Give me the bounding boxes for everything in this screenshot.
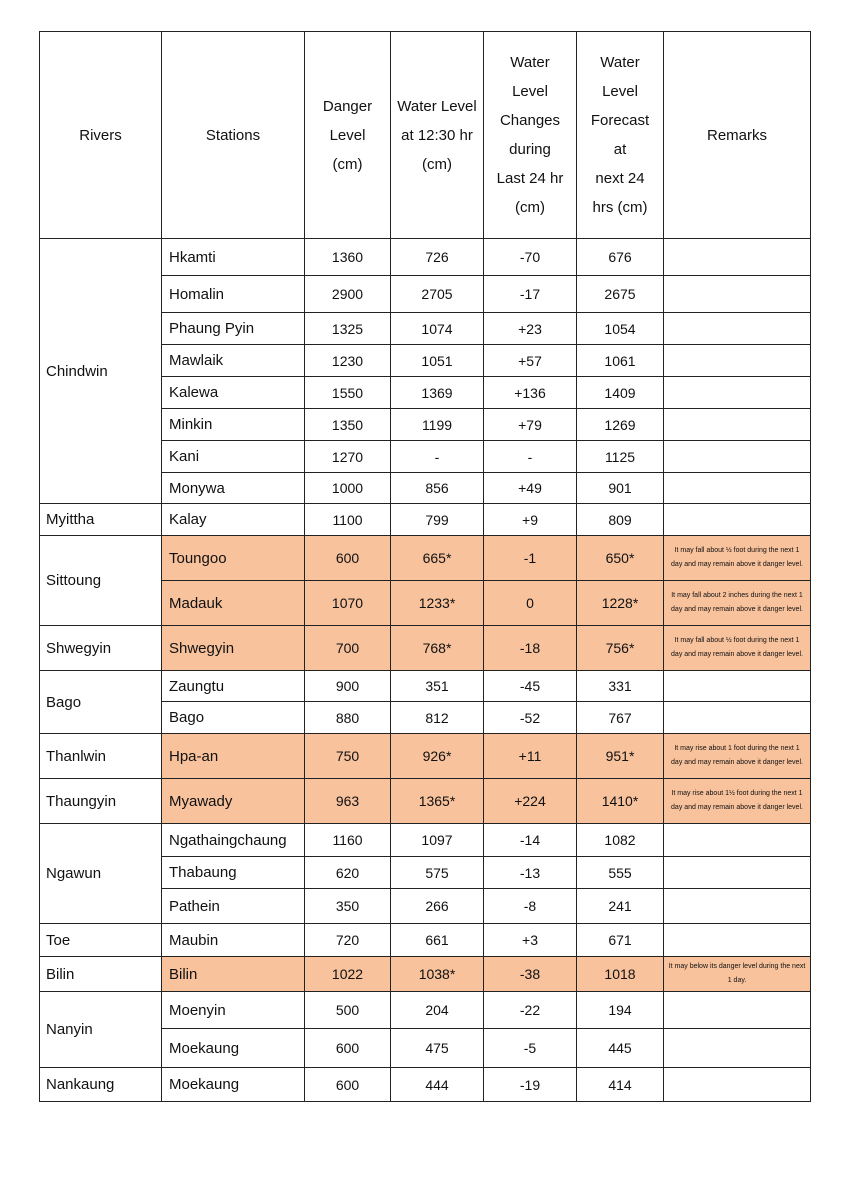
water-level-cell: 1365* xyxy=(391,779,484,824)
header-line: Water Level xyxy=(397,97,477,115)
river-name-cell: Toe xyxy=(40,924,162,957)
table-row xyxy=(40,924,811,957)
station-name-cell: Bilin xyxy=(162,957,305,992)
river-name-cell: Sittoung xyxy=(40,536,162,626)
station-name-cell: Kalay xyxy=(162,504,305,536)
danger-level-cell: 600 xyxy=(305,1029,391,1068)
remarks-cell: It may below its danger level during the next 1 day. xyxy=(664,957,811,992)
level-change-cell: -17 xyxy=(484,276,577,313)
table-row xyxy=(40,824,811,857)
level-change-cell: -8 xyxy=(484,889,577,924)
remarks-cell xyxy=(664,313,811,345)
station-name-cell: Thabaung xyxy=(162,857,305,889)
forecast-cell: 951* xyxy=(577,734,664,779)
remarks-cell xyxy=(664,824,811,857)
remarks-cell xyxy=(664,377,811,409)
danger-level-cell: 1160 xyxy=(305,824,391,857)
danger-level-cell: 600 xyxy=(305,1068,391,1102)
water-level-cell: 856 xyxy=(391,473,484,504)
river-name-cell: Thaungyin xyxy=(40,779,162,824)
water-level-cell: 661 xyxy=(391,924,484,957)
header-line: (cm) xyxy=(332,155,363,173)
water-level-cell: 266 xyxy=(391,889,484,924)
river-water-level-table xyxy=(39,31,811,1102)
remarks-cell: It may rise about 1½ foot during the next 1 day and may remain above it danger level. xyxy=(664,779,811,824)
remarks-cell xyxy=(664,1029,811,1068)
remarks-cell xyxy=(664,1068,811,1102)
danger-level-cell: 1070 xyxy=(305,581,391,626)
level-change-cell: 0 xyxy=(484,581,577,626)
remarks-cell xyxy=(664,671,811,702)
water-level-cell: 768* xyxy=(391,626,484,671)
station-name-cell: Kalewa xyxy=(162,377,305,409)
level-change-cell: +3 xyxy=(484,924,577,957)
remarks-cell xyxy=(664,857,811,889)
level-change-cell: +49 xyxy=(484,473,577,504)
level-change-cell: -45 xyxy=(484,671,577,702)
danger-level-cell: 1022 xyxy=(305,957,391,992)
header-line: Level xyxy=(602,83,638,100)
river-name-cell: Myittha xyxy=(40,504,162,536)
remarks-cell xyxy=(664,889,811,924)
station-name-cell: Myawady xyxy=(162,779,305,824)
water-level-cell: 1233* xyxy=(391,581,484,626)
station-name-cell: Homalin xyxy=(162,276,305,313)
forecast-cell: 676 xyxy=(577,239,664,276)
station-name-cell: Maubin xyxy=(162,924,305,957)
danger-level-cell: 700 xyxy=(305,626,391,671)
river-name-cell: Nankaung xyxy=(40,1068,162,1102)
header-line: during xyxy=(509,141,551,158)
remarks-cell: It may rise about 1 foot during the next 1 day and may remain above it danger level. xyxy=(664,734,811,779)
header-line: Water xyxy=(600,54,640,71)
water-level-cell: 1369 xyxy=(391,377,484,409)
station-name-cell: Moekaung xyxy=(162,1068,305,1102)
header-line: Last 24 hr xyxy=(496,170,564,187)
remarks-cell: It may fall about ½ foot during the next 1 day and may remain above it danger level. xyxy=(664,626,811,671)
water-level-cell: 351 xyxy=(391,671,484,702)
forecast-cell: 445 xyxy=(577,1029,664,1068)
level-change-cell: -14 xyxy=(484,824,577,857)
header-line: Changes xyxy=(499,112,561,129)
water-level-cell: 204 xyxy=(391,992,484,1029)
remarks-cell xyxy=(664,924,811,957)
forecast-cell: 1018 xyxy=(577,957,664,992)
header-line: Level xyxy=(512,83,548,100)
water-level-cell: 1051 xyxy=(391,345,484,377)
danger-level-cell: 1325 xyxy=(305,313,391,345)
forecast-cell: 671 xyxy=(577,924,664,957)
table-row xyxy=(40,239,811,276)
danger-level-cell: 1100 xyxy=(305,504,391,536)
forecast-cell: 241 xyxy=(577,889,664,924)
remarks-cell xyxy=(664,345,811,377)
river-name-cell: Nanyin xyxy=(40,992,162,1068)
river-name-cell: Shwegyin xyxy=(40,626,162,671)
remarks-cell xyxy=(664,473,811,504)
danger-level-cell: 1350 xyxy=(305,409,391,441)
forecast-cell: 767 xyxy=(577,702,664,734)
header-water-level xyxy=(391,32,484,239)
header-line: at 12:30 hr xyxy=(401,126,473,144)
river-name-cell: Chindwin xyxy=(40,239,162,504)
forecast-cell: 1125 xyxy=(577,441,664,473)
forecast-cell: 331 xyxy=(577,671,664,702)
forecast-cell: 1054 xyxy=(577,313,664,345)
river-name-cell: Bago xyxy=(40,671,162,734)
remarks-cell: It may fall about 2 inches during the next 1 day and may remain above it danger level. xyxy=(664,581,811,626)
level-change-cell: - xyxy=(484,441,577,473)
water-level-cell: 726 xyxy=(391,239,484,276)
station-name-cell: Mawlaik xyxy=(162,345,305,377)
forecast-cell: 1269 xyxy=(577,409,664,441)
danger-level-cell: 963 xyxy=(305,779,391,824)
level-change-cell: -19 xyxy=(484,1068,577,1102)
header-stations: Stations xyxy=(162,32,305,239)
level-change-cell: +11 xyxy=(484,734,577,779)
station-name-cell: Bago xyxy=(162,702,305,734)
forecast-cell: 1082 xyxy=(577,824,664,857)
remarks-cell xyxy=(664,276,811,313)
forecast-cell: 1228* xyxy=(577,581,664,626)
header-remarks: Remarks xyxy=(664,32,811,239)
forecast-cell: 650* xyxy=(577,536,664,581)
header-line: hrs (cm) xyxy=(592,199,648,216)
water-level-cell: - xyxy=(391,441,484,473)
remarks-cell: It may fall about ½ foot during the next 1 day and may remain above it danger level. xyxy=(664,536,811,581)
remarks-cell xyxy=(664,441,811,473)
level-change-cell: -1 xyxy=(484,536,577,581)
water-level-cell: 1097 xyxy=(391,824,484,857)
forecast-cell: 194 xyxy=(577,992,664,1029)
danger-level-cell: 1000 xyxy=(305,473,391,504)
table-row xyxy=(40,626,811,671)
forecast-cell: 2675 xyxy=(577,276,664,313)
forecast-cell: 1061 xyxy=(577,345,664,377)
forecast-cell: 809 xyxy=(577,504,664,536)
table-header xyxy=(40,32,811,239)
danger-level-cell: 350 xyxy=(305,889,391,924)
station-name-cell: Hkamti xyxy=(162,239,305,276)
station-name-cell: Hpa-an xyxy=(162,734,305,779)
header-row xyxy=(40,32,811,239)
level-change-cell: +23 xyxy=(484,313,577,345)
level-change-cell: -18 xyxy=(484,626,577,671)
station-name-cell: Zaungtu xyxy=(162,671,305,702)
danger-level-cell: 2900 xyxy=(305,276,391,313)
danger-level-cell: 620 xyxy=(305,857,391,889)
level-change-cell: +57 xyxy=(484,345,577,377)
station-name-cell: Madauk xyxy=(162,581,305,626)
header-rivers: Rivers xyxy=(40,32,162,239)
forecast-cell: 901 xyxy=(577,473,664,504)
water-level-cell: 475 xyxy=(391,1029,484,1068)
forecast-cell: 1409 xyxy=(577,377,664,409)
remarks-cell xyxy=(664,504,811,536)
forecast-cell: 756* xyxy=(577,626,664,671)
station-name-cell: Ngathaingchaung xyxy=(162,824,305,857)
level-change-cell: +224 xyxy=(484,779,577,824)
header-line: Forecast xyxy=(590,112,650,129)
header-line: (cm) xyxy=(515,199,545,216)
danger-level-cell: 900 xyxy=(305,671,391,702)
header-line: Level xyxy=(329,126,366,144)
remarks-cell xyxy=(664,239,811,276)
water-level-cell: 665* xyxy=(391,536,484,581)
header-line: at xyxy=(613,141,627,158)
station-name-cell: Pathein xyxy=(162,889,305,924)
level-change-cell: -38 xyxy=(484,957,577,992)
level-change-cell: +136 xyxy=(484,377,577,409)
level-change-cell: +9 xyxy=(484,504,577,536)
danger-level-cell: 500 xyxy=(305,992,391,1029)
water-level-cell: 2705 xyxy=(391,276,484,313)
remarks-cell xyxy=(664,409,811,441)
header-line: Water xyxy=(510,54,550,71)
header-level-change xyxy=(484,32,577,239)
station-name-cell: Shwegyin xyxy=(162,626,305,671)
table-row xyxy=(40,734,811,779)
remarks-cell xyxy=(664,992,811,1029)
header-line: (cm) xyxy=(422,155,452,173)
header-danger-level xyxy=(305,32,391,239)
header-line: Danger xyxy=(322,97,373,115)
danger-level-cell: 720 xyxy=(305,924,391,957)
table-row xyxy=(40,536,811,581)
level-change-cell: -52 xyxy=(484,702,577,734)
water-level-cell: 575 xyxy=(391,857,484,889)
danger-level-cell: 1360 xyxy=(305,239,391,276)
header-forecast xyxy=(577,32,664,239)
station-name-cell: Phaung Pyin xyxy=(162,313,305,345)
danger-level-cell: 1230 xyxy=(305,345,391,377)
table-row xyxy=(40,957,811,992)
table-row xyxy=(40,779,811,824)
level-change-cell: -70 xyxy=(484,239,577,276)
river-name-cell: Thanlwin xyxy=(40,734,162,779)
table-row xyxy=(40,504,811,536)
water-level-cell: 799 xyxy=(391,504,484,536)
station-name-cell: Minkin xyxy=(162,409,305,441)
table-row xyxy=(40,1068,811,1102)
station-name-cell: Moekaung xyxy=(162,1029,305,1068)
station-name-cell: Monywa xyxy=(162,473,305,504)
river-name-cell: Ngawun xyxy=(40,824,162,924)
level-change-cell: -22 xyxy=(484,992,577,1029)
river-name-cell: Bilin xyxy=(40,957,162,992)
forecast-cell: 555 xyxy=(577,857,664,889)
danger-level-cell: 1270 xyxy=(305,441,391,473)
forecast-cell: 1410* xyxy=(577,779,664,824)
water-level-cell: 1199 xyxy=(391,409,484,441)
water-level-cell: 812 xyxy=(391,702,484,734)
water-level-cell: 1074 xyxy=(391,313,484,345)
danger-level-cell: 750 xyxy=(305,734,391,779)
water-level-cell: 444 xyxy=(391,1068,484,1102)
danger-level-cell: 600 xyxy=(305,536,391,581)
forecast-cell: 414 xyxy=(577,1068,664,1102)
station-name-cell: Kani xyxy=(162,441,305,473)
level-change-cell: -13 xyxy=(484,857,577,889)
table-body xyxy=(40,239,811,1102)
remarks-cell xyxy=(664,702,811,734)
level-change-cell: +79 xyxy=(484,409,577,441)
water-level-cell: 1038* xyxy=(391,957,484,992)
water-level-cell: 926* xyxy=(391,734,484,779)
table-row xyxy=(40,671,811,702)
danger-level-cell: 880 xyxy=(305,702,391,734)
station-name-cell: Toungoo xyxy=(162,536,305,581)
level-change-cell: -5 xyxy=(484,1029,577,1068)
header-line: next 24 xyxy=(595,170,645,187)
table-row xyxy=(40,992,811,1029)
station-name-cell: Moenyin xyxy=(162,992,305,1029)
danger-level-cell: 1550 xyxy=(305,377,391,409)
